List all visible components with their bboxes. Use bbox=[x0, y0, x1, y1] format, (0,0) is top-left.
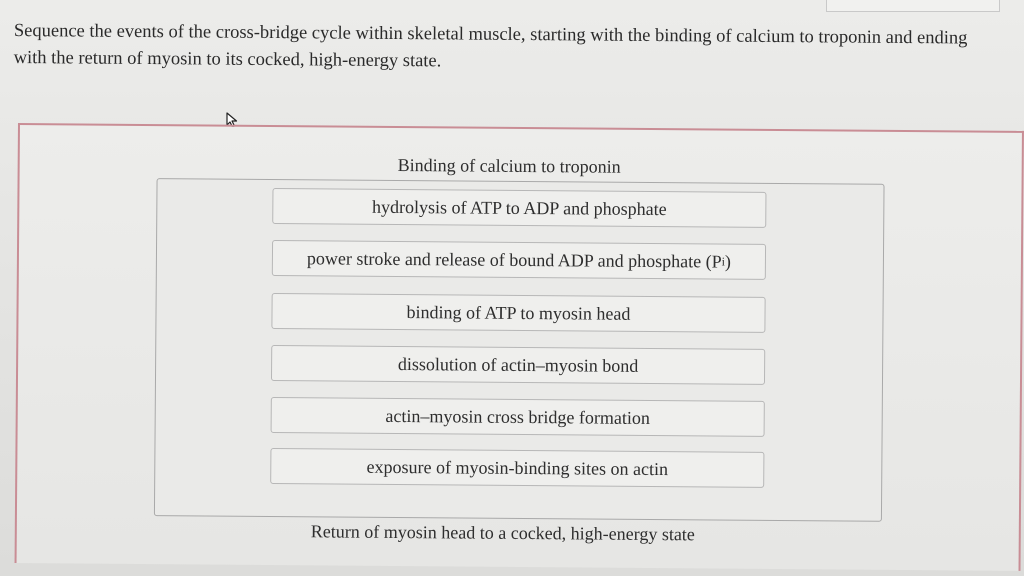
sequence-dropzone[interactable] bbox=[154, 178, 885, 522]
sequence-end-label: Return of myosin head to a cocked, high-energy state bbox=[310, 521, 695, 545]
answer-box-top bbox=[826, 0, 1000, 12]
sequence-card[interactable] bbox=[271, 345, 765, 385]
question-prompt: Sequence the events of the cross-bridge cycle within skeletal muscle, starting with the binding of calcium to troponin and ending with the return of myosin to its cocked, high-energy state. bbox=[13, 20, 968, 72]
sequence-card-label: actin–myosin cross bridge formation bbox=[385, 405, 651, 428]
sequence-card-subscript: i bbox=[721, 254, 726, 269]
sequence-card[interactable] bbox=[271, 293, 765, 333]
sequence-panel bbox=[15, 123, 1024, 571]
sequence-card[interactable] bbox=[271, 397, 765, 437]
sequence-start-label: Binding of calcium to troponin bbox=[397, 154, 621, 177]
sequence-card-label: hydrolysis of ATP to ADP and phosphate bbox=[371, 196, 667, 219]
sequence-card-label: binding of ATP to myosin head bbox=[406, 301, 631, 324]
sequence-card[interactable] bbox=[272, 240, 766, 280]
sequence-card-list bbox=[158, 179, 884, 479]
sequence-card-label: exposure of myosin-binding sites on actin bbox=[366, 456, 669, 479]
sequence-card-label: power stroke and release of bound ADP and phosphate (P bbox=[306, 247, 722, 272]
sequence-card-suffix: ) bbox=[724, 251, 732, 272]
sequence-card-label: dissolution of actin–myosin bond bbox=[397, 353, 639, 376]
sequence-card[interactable] bbox=[272, 188, 766, 228]
sequence-card[interactable] bbox=[270, 448, 764, 488]
